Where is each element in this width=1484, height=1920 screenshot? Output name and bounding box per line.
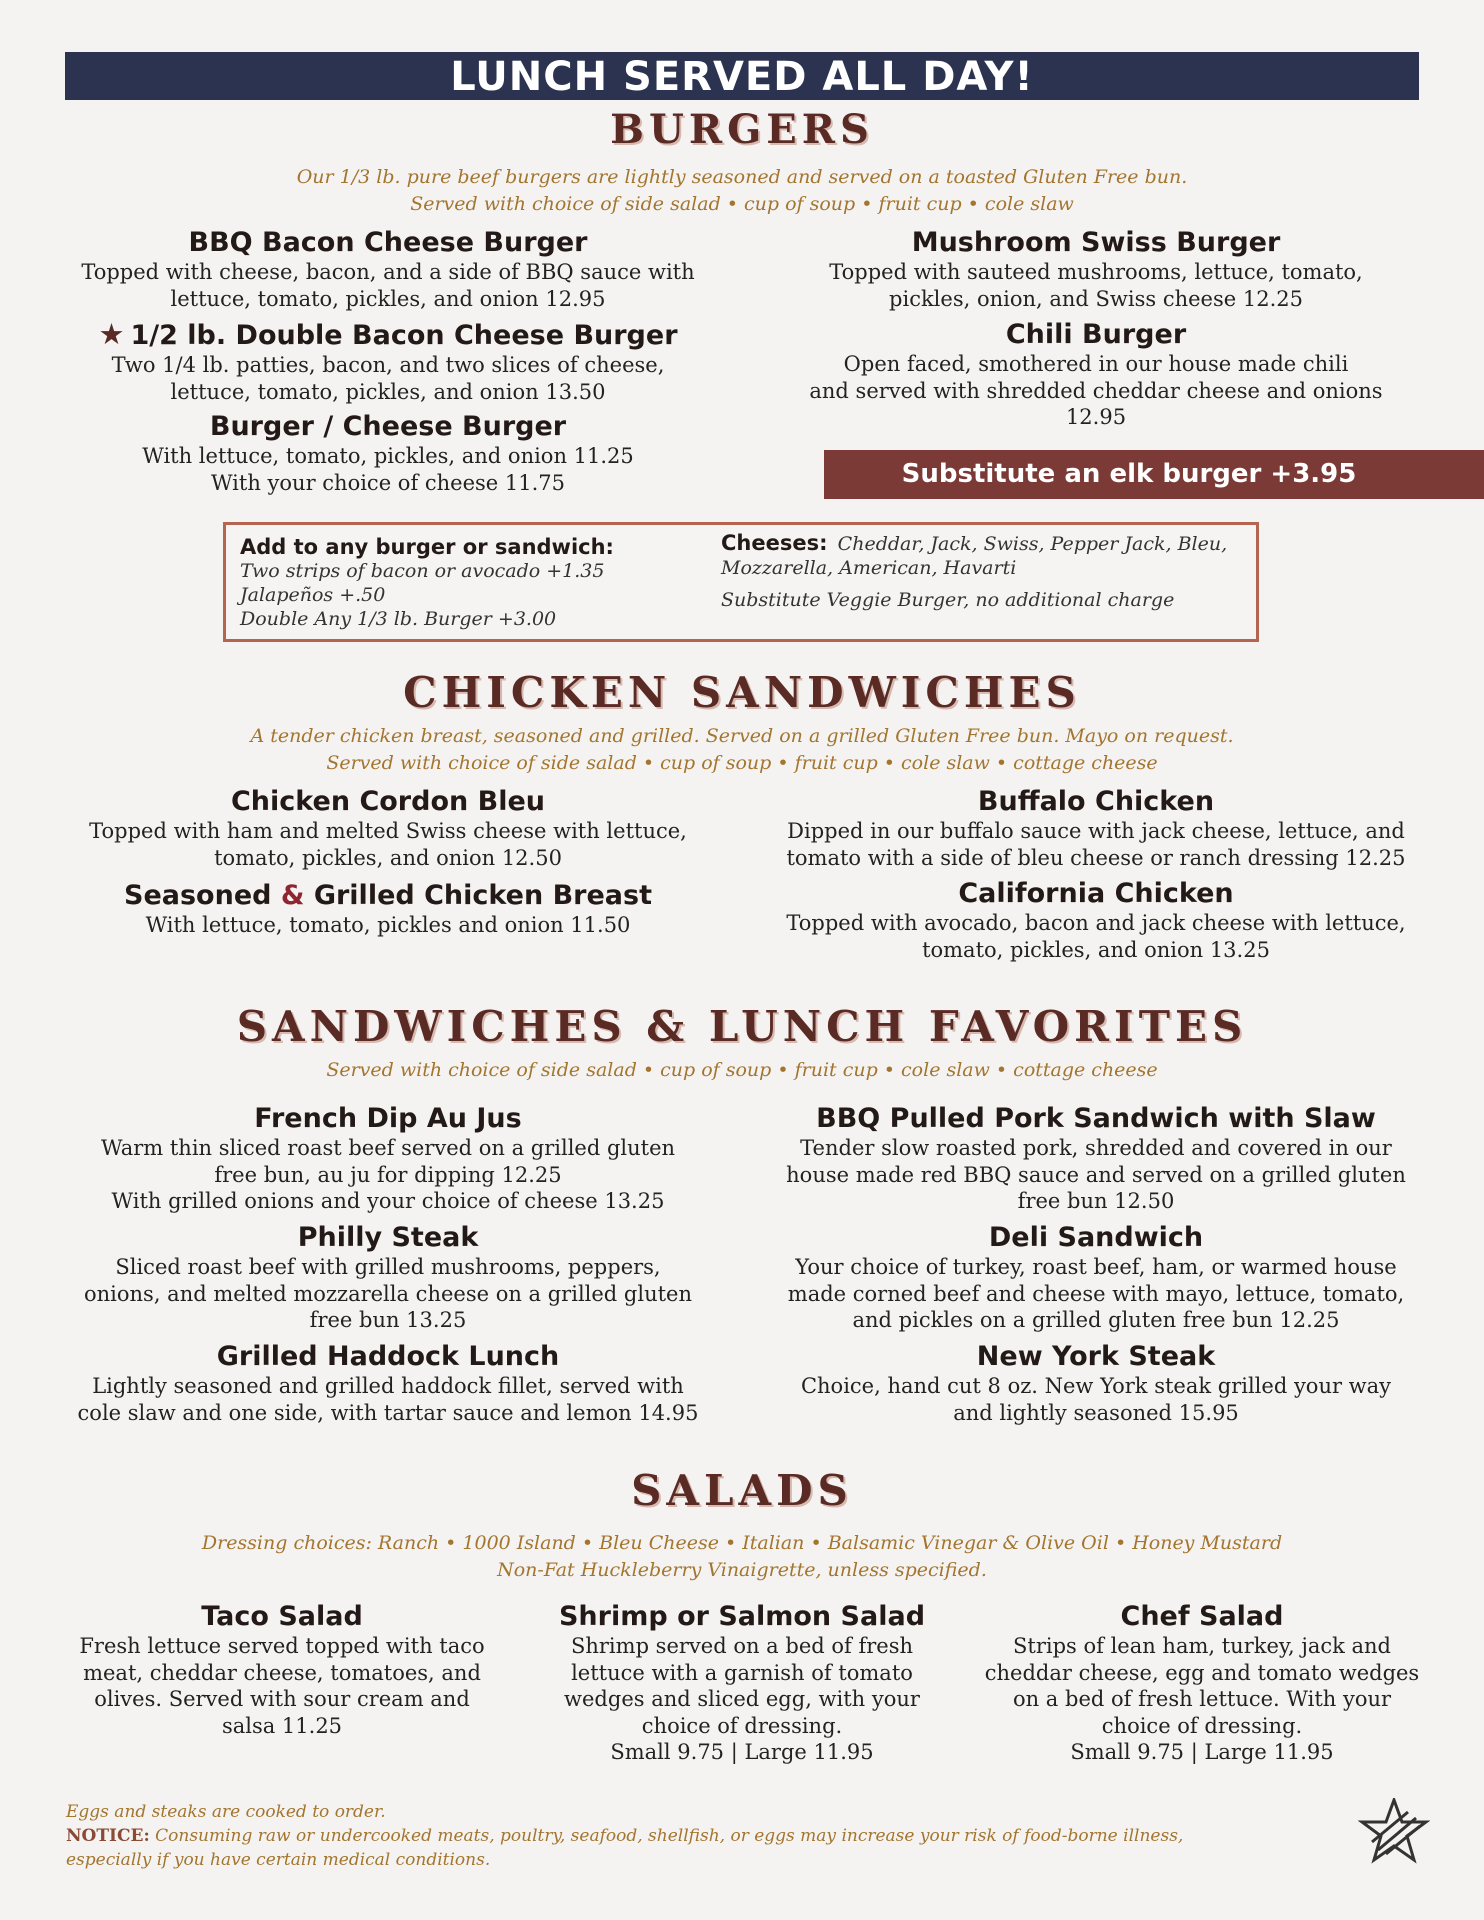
- cheeses-line: Mozzarella, American, Havarti: [721, 557, 1017, 579]
- burgers-desc-2: Served with choice of side salad • cup of soup • fruit cup • cole slaw: [410, 193, 1074, 215]
- menu-item-chef-salad: [960, 1600, 1444, 1766]
- menu-item-philly-steak: [40, 1221, 736, 1334]
- item-name: Buffalo Chicken: [977, 786, 1215, 817]
- item-name: Mushroom Swiss Burger: [911, 227, 1281, 258]
- item-name: Burger / Cheese Burger: [209, 411, 567, 442]
- menu-item-buffalo-chicken: [746, 785, 1446, 871]
- item-name: Chef Salad: [1120, 1601, 1284, 1632]
- item-name: 1/2 lb. Double Bacon Cheese Burger: [130, 320, 678, 351]
- item-name: New York Steak: [976, 1341, 1216, 1372]
- item-desc: Choice, hand cut 8 oz. New York steak grilled your way and lightly seasoned 15.95: [800, 1374, 1392, 1425]
- salads-desc-2: Non-Fat Huckleberry Vinaigrette, unless specified.: [497, 1559, 987, 1581]
- item-desc: With lettuce, tomato, pickles and onion 11.50: [145, 913, 631, 937]
- item-desc: Strips of lean ham, turkey, jack and cheddar cheese, egg and tomato wedges on a bed of fresh lettuce. With your choice of dressing. Small 9.75 | Large 11.95: [984, 1634, 1420, 1764]
- item-name: BBQ Bacon Cheese Burger: [188, 227, 588, 258]
- menu-item-bbq-pulled-pork: [746, 1102, 1446, 1215]
- veggie-substitute: Substitute Veggie Burger, no additional charge: [721, 589, 1175, 611]
- menu-item-shrimp-salmon-salad: [522, 1600, 962, 1766]
- menu-item-double-bacon-cheese-burger: [40, 318, 736, 405]
- item-name-b: Grilled Chicken Breast: [313, 880, 652, 911]
- item-name: Grilled Haddock Lunch: [216, 1341, 560, 1372]
- addon-line: Two strips of bacon or avocado +1.35: [240, 560, 605, 582]
- burgers-desc-1: Our 1/3 lb. pure beef burgers are lightly seasoned and served on a toasted Gluten Free bun.: [296, 166, 1188, 188]
- menu-item-burger-cheese-burger: [40, 410, 736, 496]
- footer-line: Eggs and steaks are cooked to order.: [66, 1802, 386, 1822]
- item-desc: Warm thin sliced roast beef served on a grilled gluten free bun, au ju for dipping 12.25 With grilled onions and your choice of cheese 13.25: [100, 1136, 676, 1213]
- burgers-title: BURGERS: [610, 106, 874, 153]
- item-name: French Dip Au Jus: [254, 1103, 522, 1134]
- addons-heading: Add to any burger or sandwich:: [240, 535, 614, 559]
- star-icon: ★: [98, 317, 125, 351]
- item-desc: Topped with cheese, bacon, and a side of BBQ sauce with lettuce, tomato, pickles, and onion 12.95: [81, 260, 695, 311]
- star-logo-icon: [1358, 1798, 1430, 1864]
- favorites-desc: Served with choice of side salad • cup of soup • fruit cup • cole slaw • cottage cheese: [326, 1059, 1158, 1081]
- menu-item-taco-salad: [40, 1600, 524, 1739]
- item-name: California Chicken: [958, 878, 1234, 909]
- item-desc: Sliced roast beef with grilled mushrooms, peppers, onions, and melted mozzarella cheese on a grilled gluten free bun 13.25: [84, 1255, 692, 1332]
- item-name: Chicken Cordon Bleu: [230, 786, 545, 817]
- favorites-title: SANDWICHES & LUNCH FAVORITES: [236, 1002, 1248, 1051]
- item-desc: With lettuce, tomato, pickles, and onion 11.25 With your choice of cheese 11.75: [142, 444, 634, 495]
- item-name: Shrimp or Salmon Salad: [558, 1601, 926, 1632]
- addon-line: Jalapeños +.50: [240, 584, 386, 606]
- item-desc: Fresh lettuce served topped with taco meat, cheddar cheese, tomatoes, and olives. Served with sour cream and salsa 11.25: [79, 1634, 485, 1738]
- cheeses-label: Cheeses:: [721, 531, 828, 555]
- chicken-title: CHICKEN SANDWICHES: [403, 668, 1081, 717]
- chicken-desc-1: A tender chicken breast, seasoned and grilled. Served on a grilled Gluten Free bun. Mayo on request.: [250, 725, 1234, 747]
- menu-item-chicken-cordon-bleu: [40, 785, 736, 871]
- addons-left: [240, 535, 614, 631]
- menu-item-deli-sandwich: [746, 1221, 1446, 1334]
- menu-item-bbq-bacon-cheese-burger: [40, 226, 736, 312]
- addon-line: Double Any 1/3 lb. Burger +3.00: [240, 608, 557, 630]
- item-name-a: Seasoned: [124, 880, 272, 911]
- chicken-desc-2: Served with choice of side salad • cup of soup • fruit cup • cole slaw • cottage cheese: [326, 752, 1158, 774]
- item-desc: Your choice of turkey, roast beef, ham, or warmed house made corned beef and cheese with mayo, lettuce, tomato, and pickles on a grilled gluten free bun 12.25: [787, 1255, 1405, 1332]
- cheeses-line: Cheddar, Jack, Swiss, Pepper Jack, Bleu,: [837, 533, 1228, 555]
- menu-item-grilled-chicken-breast: [40, 879, 736, 939]
- menu-item-mushroom-swiss-burger: [746, 226, 1446, 312]
- menu-item-grilled-haddock: [40, 1340, 736, 1426]
- item-name: BBQ Pulled Pork Sandwich with Slaw: [816, 1103, 1376, 1134]
- salads-title: SALADS: [631, 1466, 853, 1515]
- item-desc: Tender slow roasted pork, shredded and covered in our house made red BBQ sauce and served on a grilled gluten free bun 12.50: [786, 1136, 1406, 1213]
- item-name: Deli Sandwich: [988, 1222, 1204, 1253]
- lunch-banner: LUNCH SERVED ALL DAY!: [65, 52, 1419, 100]
- item-desc: Topped with avocado, bacon and jack cheese with lettuce, tomato, pickles, and onion 13.25: [786, 911, 1406, 962]
- menu-item-new-york-steak: [746, 1340, 1446, 1426]
- item-desc: Shrimp served on a bed of fresh lettuce with a garnish of tomato wedges and sliced egg, with your choice of dressing. Small 9.75 | Large 11.95: [564, 1634, 920, 1764]
- item-desc: Open faced, smothered in our house made chili and served with shredded cheddar cheese and onions 12.95: [809, 352, 1383, 429]
- footer-notice: [66, 1800, 1306, 1872]
- addons-box: [223, 522, 1259, 642]
- item-name: Chili Burger: [1005, 319, 1187, 350]
- item-desc: Topped with ham and melted Swiss cheese with lettuce, tomato, pickles, and onion 12.50: [89, 819, 687, 870]
- notice-label: NOTICE:: [66, 1826, 150, 1846]
- menu-item-french-dip: [40, 1102, 736, 1215]
- item-name: Philly Steak: [297, 1222, 479, 1253]
- ampersand: &: [280, 880, 305, 911]
- elk-burger-banner: Substitute an elk burger +3.95: [824, 450, 1484, 499]
- item-desc: Two 1/4 lb. patties, bacon, and two slices of cheese, lettuce, tomato, pickles, and onion 13.50: [111, 353, 665, 404]
- menu-item-california-chicken: [746, 877, 1446, 963]
- item-desc: Lightly seasoned and grilled haddock fillet, served with cole slaw and one side, with tartar sauce and lemon 14.95: [77, 1374, 699, 1425]
- notice-text: Consuming raw or undercooked meats, poultry, seafood, shellfish, or eggs may increase your risk of food-borne illness,: [155, 1826, 1184, 1846]
- addons-right: [721, 531, 1227, 612]
- menu-item-chili-burger: [746, 318, 1446, 431]
- salads-desc-1: Dressing choices: Ranch • 1000 Island • Bleu Cheese • Italian • Balsamic Vinegar & Olive Oil • Honey Mustard: [201, 1532, 1283, 1554]
- item-name: Taco Salad: [201, 1601, 363, 1632]
- item-desc: Dipped in our buffalo sauce with jack cheese, lettuce, and tomato with a side of bleu cheese or ranch dressing 12.25: [786, 819, 1406, 870]
- item-desc: Topped with sauteed mushrooms, lettuce, tomato, pickles, onion, and Swiss cheese 12.25: [829, 260, 1363, 311]
- footer-line: especially if you have certain medical conditions.: [66, 1850, 491, 1870]
